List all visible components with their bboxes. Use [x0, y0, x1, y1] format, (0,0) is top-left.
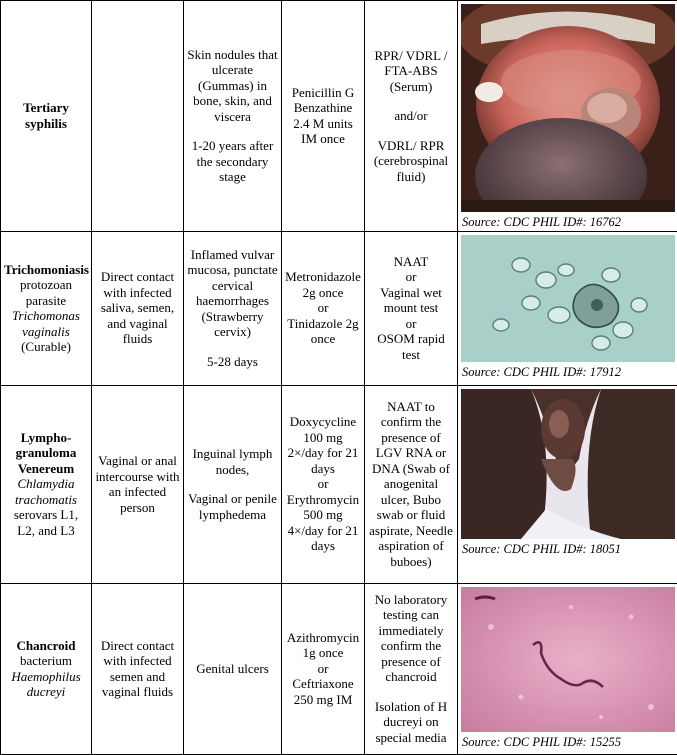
treatment-connector: or	[318, 661, 329, 676]
diagnosis-text: RPR/ VDRL / FTA-ABS (Serum)	[375, 48, 448, 94]
image-source: Source: CDC PHIL ID#: 16762	[462, 215, 677, 231]
image-source: Source: CDC PHIL ID#: 18051	[462, 542, 677, 558]
lgv-lesion-photo	[461, 389, 675, 539]
image-cell	[458, 583, 677, 754]
transmission-cell	[92, 231, 184, 385]
treatment-text: Penicillin G Benzathine 2.4 M units IM once	[292, 85, 354, 147]
diagnosis-text: OSOM rapid test	[377, 331, 445, 362]
ducreyi-micrograph	[461, 587, 675, 732]
treatment-cell	[282, 1, 365, 232]
treatment-text: Doxycycline 100 mg 2×/day for 21 days	[288, 414, 359, 476]
incubation-text: 5-28 days	[207, 354, 258, 369]
image-cell	[458, 231, 677, 385]
diagnosis-text: VDRL/ RPR (cerebrospinal fluid)	[374, 138, 448, 184]
treatment-cell	[282, 231, 365, 385]
disease-name: Trichomoniasis	[4, 262, 89, 277]
symptoms-text: Inflamed vulvar mucosa, punctate cervical haemorrhages (Strawberry cervix)	[187, 247, 277, 340]
organism-name: Chlamydia trachomatis	[15, 476, 77, 507]
diagnosis-connector: or	[406, 316, 417, 331]
diagnosis-connector: or	[406, 269, 417, 284]
symptoms-cell	[184, 231, 282, 385]
organism-name: Trichomonas vaginalis	[12, 308, 80, 339]
disease-cell	[1, 231, 92, 385]
disease-cell	[1, 583, 92, 754]
diagnosis-cell	[365, 1, 458, 232]
transmission-text: Direct contact with infected saliva, semen, and vaginal fluids	[101, 269, 174, 346]
table-row	[1, 385, 677, 583]
table-row	[1, 583, 677, 754]
disease-name: Lympho-granuloma Venereum	[16, 430, 77, 476]
diagnosis-cell	[365, 583, 458, 754]
treatment-connector: or	[318, 300, 329, 315]
treatment-cell	[282, 583, 365, 754]
symptoms-text: Vaginal or penile lymphedema	[188, 491, 277, 522]
transmission-text: Vaginal or anal intercourse with an infected person	[95, 453, 179, 515]
transmission-cell	[92, 583, 184, 754]
diagnosis-text: Isolation of H ducreyi on special media	[375, 699, 447, 745]
disease-cell	[1, 1, 92, 232]
image-source: Source: CDC PHIL ID#: 15255	[462, 735, 677, 751]
image-cell	[458, 385, 677, 583]
incubation-text: 1-20 years after the secondary stage	[192, 138, 274, 184]
symptoms-cell	[184, 1, 282, 232]
treatment-text: Erythromycin 500 mg 4×/day for 21 days	[287, 492, 359, 554]
diagnosis-text: No laboratory testing can immediately confirm the presence of chancroid	[375, 592, 448, 685]
curability-note: (Curable)	[21, 339, 71, 354]
diagnosis-text: NAAT to confirm the presence of LGV RNA or DNA (Swab of anogenital ulcer, Bubo swab or fluid aspirate, Needle aspiration of buboes)	[369, 399, 453, 569]
transmission-text: Direct contact with infected semen and vaginal fluids	[101, 638, 174, 700]
symptoms-cell	[184, 385, 282, 583]
symptoms-text: Genital ulcers	[196, 661, 269, 676]
treatment-text: Azithromycin 1g once	[287, 630, 359, 661]
symptoms-cell	[184, 583, 282, 754]
treatment-text: Tinidazole 2g once	[287, 316, 358, 347]
disease-name: Tertiary syphilis	[23, 100, 69, 131]
treatment-cell	[282, 385, 365, 583]
image-source: Source: CDC PHIL ID#: 17912	[462, 365, 677, 381]
serovar-note: serovars L1, L2, and L3	[14, 507, 78, 538]
symptoms-text: Skin nodules that ulcerate (Gummas) in bone, skin, and viscera	[187, 47, 277, 124]
transmission-cell	[92, 385, 184, 583]
oral-gumma-photo	[461, 4, 675, 212]
table-row	[1, 231, 677, 385]
treatment-text: Metronidazole 2g once	[285, 269, 361, 300]
treatment-connector: or	[318, 476, 329, 491]
pathogen-type: protozoan parasite	[20, 277, 72, 308]
symptoms-text: Inguinal lymph nodes,	[193, 446, 273, 477]
organism-name: Haemophilus ducreyi	[11, 669, 80, 700]
diagnosis-cell	[365, 231, 458, 385]
image-cell	[458, 1, 677, 232]
disease-name: Chancroid	[17, 638, 76, 653]
pathogen-type: bacterium	[20, 653, 72, 668]
diagnosis-text: NAAT	[394, 254, 429, 269]
treatment-text: Ceftriaxone 250 mg IM	[292, 676, 353, 707]
transmission-cell	[92, 1, 184, 232]
table-row	[1, 1, 677, 232]
diagnosis-connector: and/or	[394, 108, 427, 123]
diagnosis-text: Vaginal wet mount test	[380, 285, 442, 316]
trichomonas-micrograph	[461, 235, 675, 362]
disease-cell	[1, 385, 92, 583]
diagnosis-cell	[365, 385, 458, 583]
